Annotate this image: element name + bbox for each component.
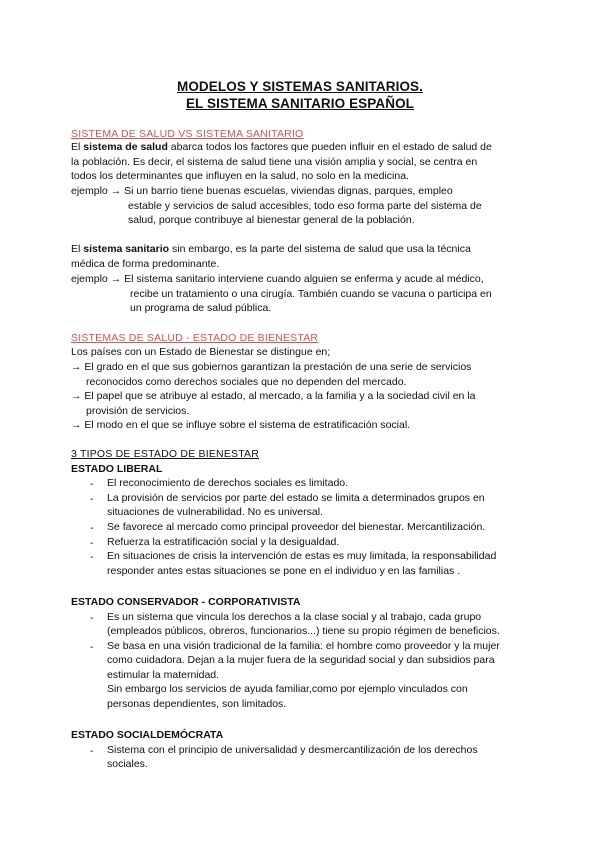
bullet-dash: -: [90, 493, 94, 505]
bullet-text: Es un sistema que vincula los derechos a la clase social y al trabajo, cada grupo: [107, 611, 482, 623]
document-title-line-2: EL SISTEMA SANITARIO ESPAÑOL: [185, 96, 415, 111]
bullet-text: Refuerza la estratificación social y la desigualdad.: [107, 536, 340, 548]
arrow-item-continuation: provisión de servicios.: [86, 405, 190, 417]
bullet-dash: -: [90, 641, 94, 653]
bullet-text: En situaciones de crisis la intervención de estas es muy limitada, la responsabilidad: [107, 550, 497, 562]
text: abarca todos los factores que pueden influir en el estado de salud de: [167, 141, 492, 153]
paragraph-line: la población. Es decir, el sistema de salud tiene una visión amplia y social, se centra en: [71, 156, 478, 168]
example-line: un programa de salud pública.: [130, 302, 272, 314]
arrow-item: → El grado en el que sus gobiernos garantizan la prestación de una serie de servicios: [71, 361, 472, 373]
subheading-estado-liberal: ESTADO LIBERAL: [71, 463, 163, 475]
example-line: salud, porque contribuye al bienestar general de la población.: [128, 214, 415, 226]
bold-term-sistema-sanitario: sistema sanitario: [83, 243, 170, 255]
paragraph-line: todos los determinantes que influyen en la salud, no solo en la medicina.: [71, 170, 409, 182]
bullet-dash: -: [90, 478, 94, 490]
bullet-text-continuation: Sin embargo los servicios de ayuda familiar,como por ejemplo vinculados con: [107, 683, 468, 695]
bullet-text: Se favorece al mercado como principal proveedor del bienestar. Mercantilización.: [107, 521, 486, 533]
bold-term-sistema-salud: sistema de salud: [83, 141, 168, 153]
bullet-dash: -: [90, 537, 94, 549]
example-line: ejemplo → El sistema sanitario interviene cuando alguien se enferma y acude al médico,: [71, 273, 484, 285]
example-line: ejemplo → Si un barrio tiene buenas escuelas, viviendas dignas, parques, empleo: [71, 185, 453, 197]
bullet-dash: -: [90, 551, 94, 563]
text: sin embargo, es la parte del sistema de salud que usa la técnica: [169, 243, 471, 255]
paragraph-line: Los países con un Estado de Bienestar se distingue en;: [71, 346, 331, 358]
bullet-text: Se basa en una visión tradicional de la familia: el hombre como proveedor y la mujer: [107, 640, 500, 652]
bullet-text-continuation: sociales.: [107, 758, 148, 770]
arrow-item: → El papel que se atribuye al estado, al mercado, a la familia y a la sociedad civil en la: [71, 390, 476, 402]
arrow-item-continuation: reconocidos como derechos sociales que no dependen del mercado.: [86, 376, 407, 388]
bullet-dash: -: [90, 612, 94, 624]
bullet-text: El reconocimiento de derechos sociales es limitado.: [107, 477, 349, 489]
bullet-text-continuation: como cuidadora. Dejan a la mujer fuera de la seguridad social y dan subsidios para: [107, 654, 495, 666]
arrow-item: → El modo en el que se influye sobre el sistema de estratificación social.: [71, 419, 411, 431]
section-heading-tres-tipos: 3 TIPOS DE ESTADO DE BIENESTAR: [71, 448, 260, 460]
paragraph-sistema-salud-line-1: [71, 140, 492, 155]
text: El: [71, 243, 84, 255]
bullet-text: Sistema con el principio de universalidad y desmercantilización de los derechos: [107, 744, 478, 756]
section-heading-sistema-salud: SISTEMA DE SALUD VS SISTEMA SANITARIO: [71, 128, 304, 140]
bullet-dash: -: [90, 522, 94, 534]
subheading-estado-conservador: ESTADO CONSERVADOR - CORPORATIVISTA: [71, 596, 301, 608]
example-line: recibe un tratamiento o una cirugía. También cuando se vacuna o participa en: [130, 288, 492, 300]
bullet-text-continuation: situaciones de vulnerabilidad. No es universal.: [107, 506, 323, 518]
bullet-text-continuation: responder antes estas situaciones se pone en el individuo y en las familias .: [107, 565, 461, 577]
document-title-line-1: MODELOS Y SISTEMAS SANITARIOS.: [176, 79, 424, 94]
bullet-text-continuation: (empleados públicos, obreros, funcionarios...) tiene su propio régimen de beneficios.: [107, 625, 500, 637]
section-heading-estado-bienestar: SISTEMAS DE SALUD - ESTADO DE BIENESTAR: [71, 332, 319, 344]
bullet-text-continuation: estimular la maternidad.: [107, 669, 220, 681]
paragraph-sistema-sanitario-line-1: [71, 242, 471, 257]
subheading-estado-socialdemocrata: ESTADO SOCIALDEMÓCRATA: [71, 729, 224, 741]
bullet-dash: -: [90, 745, 94, 757]
bullet-text-continuation: personas dependientes, son limitados.: [107, 698, 287, 710]
bullet-text: La provisión de servicios por parte del estado se limita a determinados grupos en: [107, 492, 485, 504]
example-line: estable y servicios de salud accesibles, todo eso forma parte del sistema de: [128, 200, 482, 212]
paragraph-line: médica de forma predominante.: [71, 258, 220, 270]
text: El: [71, 141, 84, 153]
